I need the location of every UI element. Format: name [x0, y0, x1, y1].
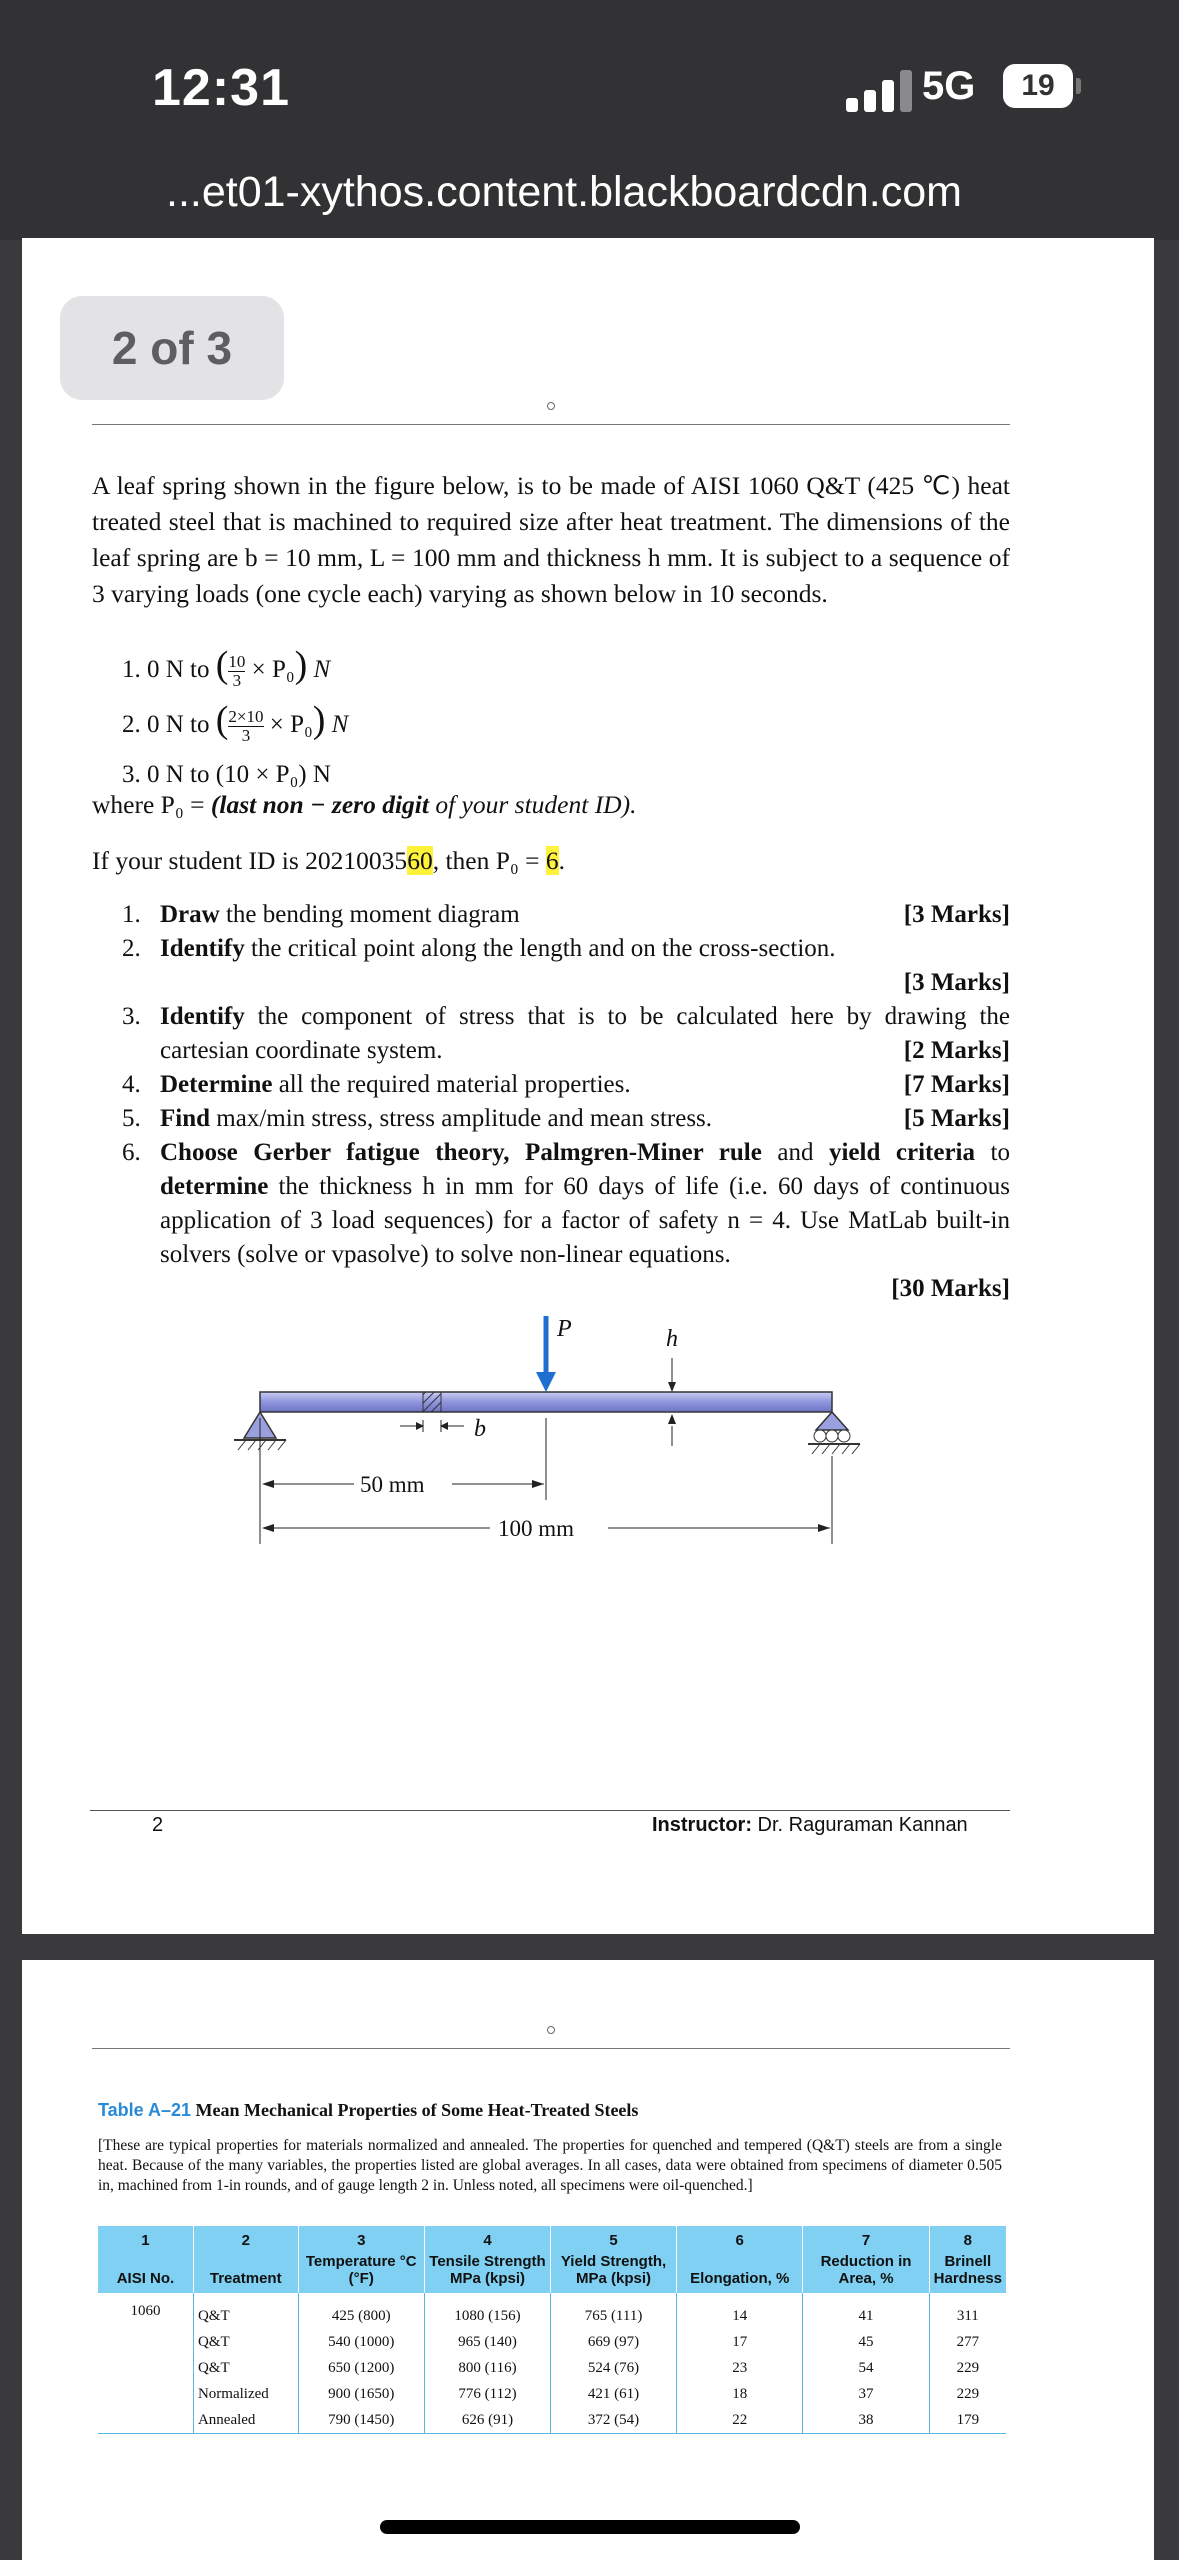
cell: Q&T: [193, 2293, 298, 2329]
task-list: [122, 898, 1010, 1306]
task-marks: [30 Marks]: [891, 1275, 1010, 1302]
section-b: [423, 1392, 441, 1412]
task-num: 2.: [122, 935, 141, 962]
cell: 540 (1000): [298, 2329, 424, 2355]
cell: Annealed: [193, 2407, 298, 2434]
task-marks: [2 Marks]: [903, 1037, 1010, 1064]
col-num: 3: [298, 2226, 424, 2251]
load-text: (10 × P₀) N: [215, 761, 331, 788]
load-item-2: 2. 0 N to ( $\frac{2\times 10}{3}$ × P₀) N: [122, 699, 349, 745]
col-num: 7: [803, 2226, 929, 2251]
battery-nub: [1076, 78, 1081, 94]
cell: 18: [677, 2381, 803, 2407]
label-p: P: [557, 1316, 572, 1342]
cell: 1080 (156): [425, 2293, 551, 2329]
column-header: Tensile Strength MPa (kpsi): [425, 2251, 551, 2293]
task-1: [122, 898, 1010, 932]
table-caption: Mean Mechanical Properties of Some Heat-Treated Steels: [191, 2100, 639, 2120]
frac-den: 3: [241, 725, 251, 745]
load-unit: N: [313, 656, 331, 683]
task-3: [122, 1000, 1010, 1068]
task-verb: Find: [160, 1105, 211, 1132]
task-2: [122, 932, 1010, 1000]
cell: 54: [803, 2355, 929, 2381]
load-num: 3.: [122, 761, 141, 788]
dim-50mm: 50 mm: [360, 1472, 425, 1497]
task-5: [122, 1102, 1010, 1136]
task-verb: Draw: [160, 901, 220, 928]
task-4: [122, 1068, 1010, 1102]
table-code: Table A–21: [98, 2100, 192, 2120]
cell: 790 (1450): [298, 2407, 424, 2434]
task-verb: Choose Gerber fatigue theory, Palmgren-Miner rule: [160, 1139, 762, 1166]
cell: 41: [803, 2293, 929, 2329]
task-marks: [7 Marks]: [903, 1071, 1010, 1098]
task-verb-c: determine: [160, 1173, 269, 1200]
table-title: [98, 2100, 638, 2121]
task-6: [122, 1136, 1010, 1306]
cell: 45: [803, 2329, 929, 2355]
status-time: 12:31: [152, 59, 290, 117]
cell: 14: [677, 2293, 803, 2329]
column-header: Brinell Hardness: [929, 2251, 1006, 2293]
task-text: the thickness h in mm for 60 days of life (i.e. 60 days of continuous application of 3 load sequences) for a factor of safety n = 4. Use MatLab built-in solvers (solve or vpasolve) to solve non-linear equations.: [160, 1173, 1010, 1268]
sid-highlight: 60: [407, 846, 433, 875]
task-num: 4.: [122, 1071, 141, 1098]
cell: 23: [677, 2355, 803, 2381]
task-text-b: to: [975, 1139, 1010, 1166]
task-text-a: and: [761, 1139, 829, 1166]
cell: 800 (116): [425, 2355, 551, 2381]
cell: 425 (800): [298, 2293, 424, 2329]
table-row: [98, 2355, 1006, 2381]
column-header: Treatment: [193, 2251, 298, 2293]
student-id-example: [92, 846, 565, 876]
column-header: Reduction in Area, %: [803, 2251, 929, 2293]
label-b: b: [474, 1416, 486, 1442]
header-dot: [547, 402, 555, 410]
dim-100mm: 100 mm: [498, 1516, 575, 1541]
load-num: 2.: [122, 711, 141, 738]
intro-text: A leaf spring shown in the figure below, is to be made of AISI 1060 Q&T (425 ℃) heat treated steel that is machined to required size after heat treatment. The dimensions of the leaf spring are b = 10 mm, L = 100 mm and thickness h mm. It is subject to a sequence of 3 varying loads (one cycle each) varying as shown below in 10 seconds.: [92, 471, 1010, 608]
page-number: 2: [152, 1814, 164, 1836]
header-rule: [92, 424, 1010, 425]
column-header: AISI No.: [98, 2251, 193, 2293]
load-item-1: 1. 0 N to ( $\frac{10}{3}$ × P₀) N: [122, 644, 331, 690]
frac-num: 2×10: [228, 706, 264, 726]
url-bar[interactable]: ...et01-xythos.content.blackboardcdn.com: [166, 168, 962, 216]
task-text: the critical point along the length and on the cross-section.: [244, 935, 836, 962]
column-header: Elongation, %: [677, 2251, 803, 2293]
task-num: 5.: [122, 1105, 141, 1132]
cell: 900 (1650): [298, 2381, 424, 2407]
load-list: [122, 640, 348, 800]
aisi-cell: 1060: [130, 2303, 161, 2319]
sid-mid: , then P₀ =: [432, 846, 546, 875]
cell: 524 (76): [550, 2355, 676, 2381]
col-num: 4: [425, 2226, 551, 2251]
load-rest: × P₀: [269, 711, 313, 738]
header-row: [98, 2251, 1006, 2293]
roller-support-right-icon: [808, 1412, 860, 1454]
frac-den: 3: [232, 670, 242, 690]
task-text: the component of stress that is to be calculated here by drawing the cartesian coordinate system.: [160, 1003, 1010, 1064]
cell: Q&T: [193, 2329, 298, 2355]
cell: 38: [803, 2407, 929, 2434]
task-num: 6.: [122, 1139, 141, 1166]
cell: Normalized: [193, 2381, 298, 2407]
task-verb-b: yield criteria: [828, 1139, 976, 1166]
where-bold: (last non − zero digit: [210, 790, 429, 819]
task-text: max/min stress, stress amplitude and mean stress.: [210, 1105, 713, 1132]
column-header: Yield Strength, MPa (kpsi): [550, 2251, 676, 2293]
header-rule: [92, 2048, 1010, 2049]
cell: 965 (140): [425, 2329, 551, 2355]
sid-end: .: [558, 846, 566, 875]
instructor-line: [652, 1814, 968, 1837]
cell: 229: [929, 2355, 1006, 2381]
instructor-name: Dr. Raguraman Kannan: [752, 1814, 968, 1836]
cell: 650 (1200): [298, 2355, 424, 2381]
width-arrows: [400, 1420, 464, 1432]
network-type: 5G: [922, 64, 976, 108]
cell: 22: [677, 2407, 803, 2434]
task-num: 1.: [122, 901, 141, 928]
col-num: 1: [98, 2226, 193, 2251]
instructor-label: Instructor:: [652, 1814, 752, 1836]
cell: 421 (61): [550, 2381, 676, 2407]
task-marks: [5 Marks]: [903, 1105, 1010, 1132]
cell: 626 (91): [425, 2407, 551, 2434]
load-arrow: [536, 1316, 556, 1392]
task-verb: Identify: [160, 935, 245, 962]
cell: 17: [677, 2329, 803, 2355]
cell: 311: [929, 2293, 1006, 2329]
load-rest: × P₀: [251, 656, 295, 683]
where-rest: of your student ID).: [428, 790, 637, 819]
cell: 372 (54): [550, 2407, 676, 2434]
column-number-row: [98, 2226, 1006, 2251]
table-row: [98, 2329, 1006, 2355]
home-indicator[interactable]: [380, 2520, 800, 2534]
cell: Q&T: [193, 2355, 298, 2381]
table-row: [98, 2407, 1006, 2434]
page-counter: 2 of 3: [60, 296, 284, 400]
task-verb: Identify: [160, 1003, 245, 1030]
task-verb: Determine: [160, 1071, 273, 1098]
load-from: 0 N to: [147, 711, 210, 738]
load-num: 1.: [122, 656, 141, 683]
cell: 277: [929, 2329, 1006, 2355]
battery-icon: 19: [1003, 64, 1073, 108]
beam: [260, 1392, 832, 1412]
col-num: 6: [677, 2226, 803, 2251]
cell: 765 (111): [550, 2293, 676, 2329]
table-row: [98, 2293, 1006, 2329]
p0-definition: [92, 790, 636, 820]
leaf-spring-figure: [220, 1300, 900, 1560]
problem-intro: [92, 468, 1010, 612]
task-text: the bending moment diagram: [219, 901, 520, 928]
task-text: all the required material properties.: [272, 1071, 631, 1098]
task-marks: [3 Marks]: [903, 901, 1010, 928]
task-num: 3.: [122, 1003, 141, 1030]
col-num: 5: [550, 2226, 676, 2251]
status-bar: [0, 0, 1179, 240]
col-num: 8: [929, 2226, 1006, 2251]
cell: 776 (112): [425, 2381, 551, 2407]
task-marks: [3 Marks]: [903, 969, 1010, 996]
col-num: 2: [193, 2226, 298, 2251]
column-header: Temperature °C (°F): [298, 2251, 424, 2293]
properties-table: [98, 2226, 1006, 2434]
label-h: h: [666, 1326, 678, 1352]
sid-prefix: If your student ID is 20210035: [92, 846, 408, 875]
load-from: 0 N to: [147, 656, 210, 683]
load-unit: N: [331, 711, 349, 738]
frac-num: 10: [228, 651, 246, 671]
cell: 669 (97): [550, 2329, 676, 2355]
where-prefix: where P₀ =: [92, 790, 211, 819]
footer-rule: [90, 1810, 1010, 1811]
load-from: 0 N to: [147, 761, 210, 788]
header-dot: [547, 2026, 555, 2034]
sid-value: 6: [545, 846, 559, 875]
cell: 229: [929, 2381, 1006, 2407]
cell: 179: [929, 2407, 1006, 2434]
table-row: [98, 2381, 1006, 2407]
cell: 37: [803, 2381, 929, 2407]
table-note: [These are typical properties for materials normalized and annealed. The properties for quenched and tempered (Q&T) steels are from a single heat. Because of the many variables, the properties listed are global averages. In all cases, data were obtained from specimens of diameter 0.505 in, machined from 1-in rounds, and of gauge length 2 in. Unless noted, all specimens were oil-quenched.]: [98, 2137, 1002, 2194]
